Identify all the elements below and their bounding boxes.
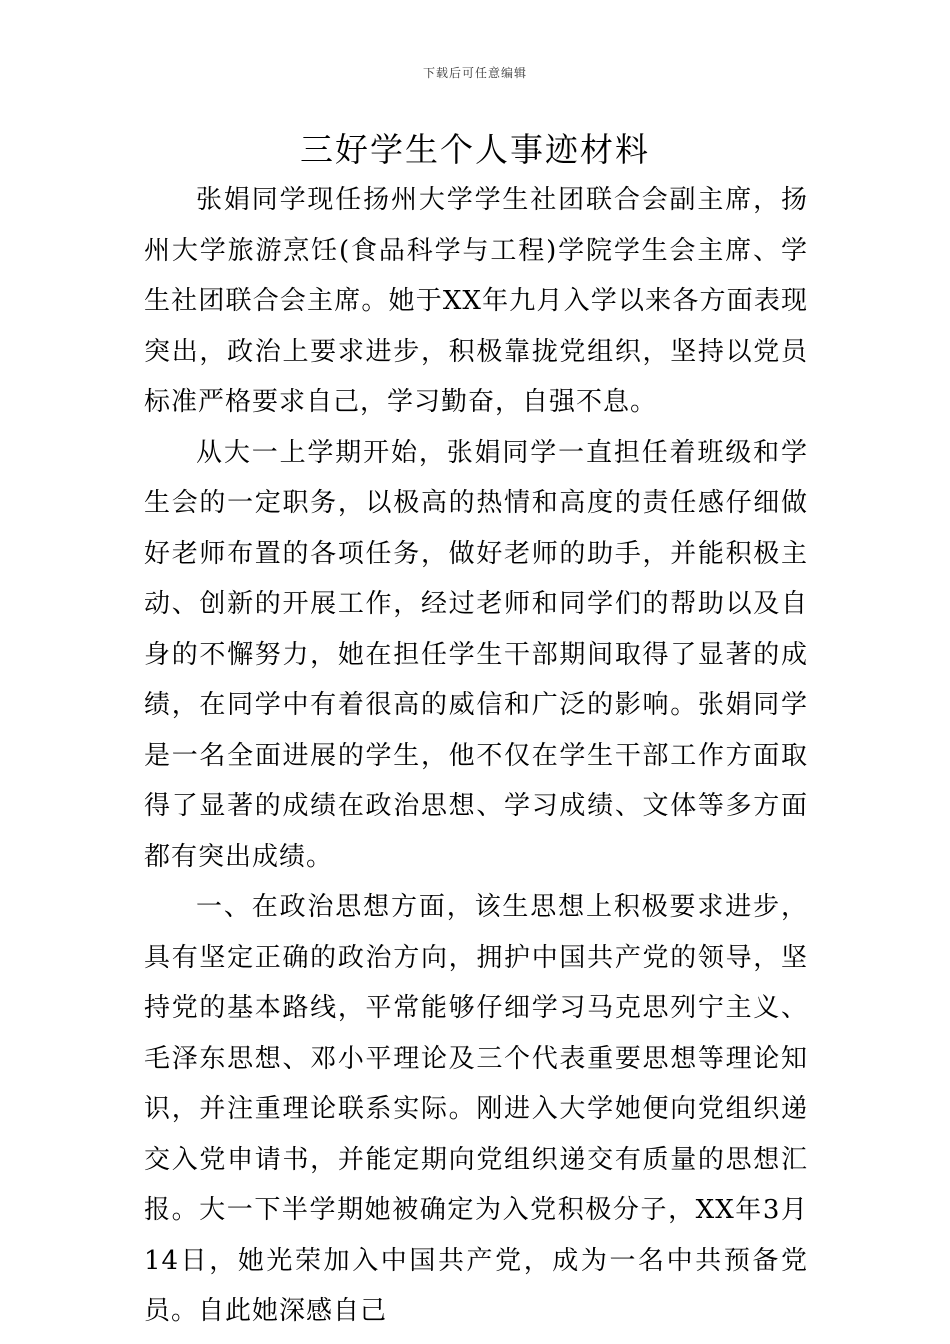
paragraph-3: 一、在政治思想方面，该生思想上积极要求进步，具有坚定正确的政治方向，拥护中国共产党的领导，坚持党的基本路线，平常能够仔细学习马克思列宁主义、毛泽东思想、邓小平理论及三个代表重要思想等理论知识，并注重理论联系实际。刚进入大学她便向党组织递交入党申请书，并能定期向党组织递交有质量的思想汇报。大一下半学期她被确定为入党积极分子，XX年3月14日，她光荣加入中国共产党，成为一名中共预备党员。自此她深感自己 <box>144 892 808 1326</box>
document-body <box>144 175 808 1337</box>
header-note: 下载后可任意编辑 <box>422 66 527 80</box>
paragraph-1: 张娟同学现任扬州大学学生社团联合会副主席，扬州大学旅游烹饪(食品科学与工程)学院学生会主席、学生社团联合会主席。她于XX年九月入学以来各方面表现突出，政治上要求进步，积极靠拢党组织，坚持以党员标准严格要求自己，学习勤奋，自强不息。 <box>144 185 808 417</box>
paragraph-2: 从大一上学期开始，张娟同学一直担任着班级和学生会的一定职务，以极高的热情和高度的责任感仔细做好老师布置的各项任务，做好老师的助手，并能积极主动、创新的开展工作，经过老师和同学们的帮助以及自身的不懈努力，她在担任学生干部期间取得了显著的成绩，在同学中有着很高的威信和广泛的影响。张娟同学是一名全面进展的学生，他不仅在学生干部工作方面取得了显著的成绩在政治思想、学习成绩、文体等多方面都有突出成绩。 <box>144 437 808 872</box>
document-title: 三好学生个人事迹材料 <box>300 130 650 169</box>
